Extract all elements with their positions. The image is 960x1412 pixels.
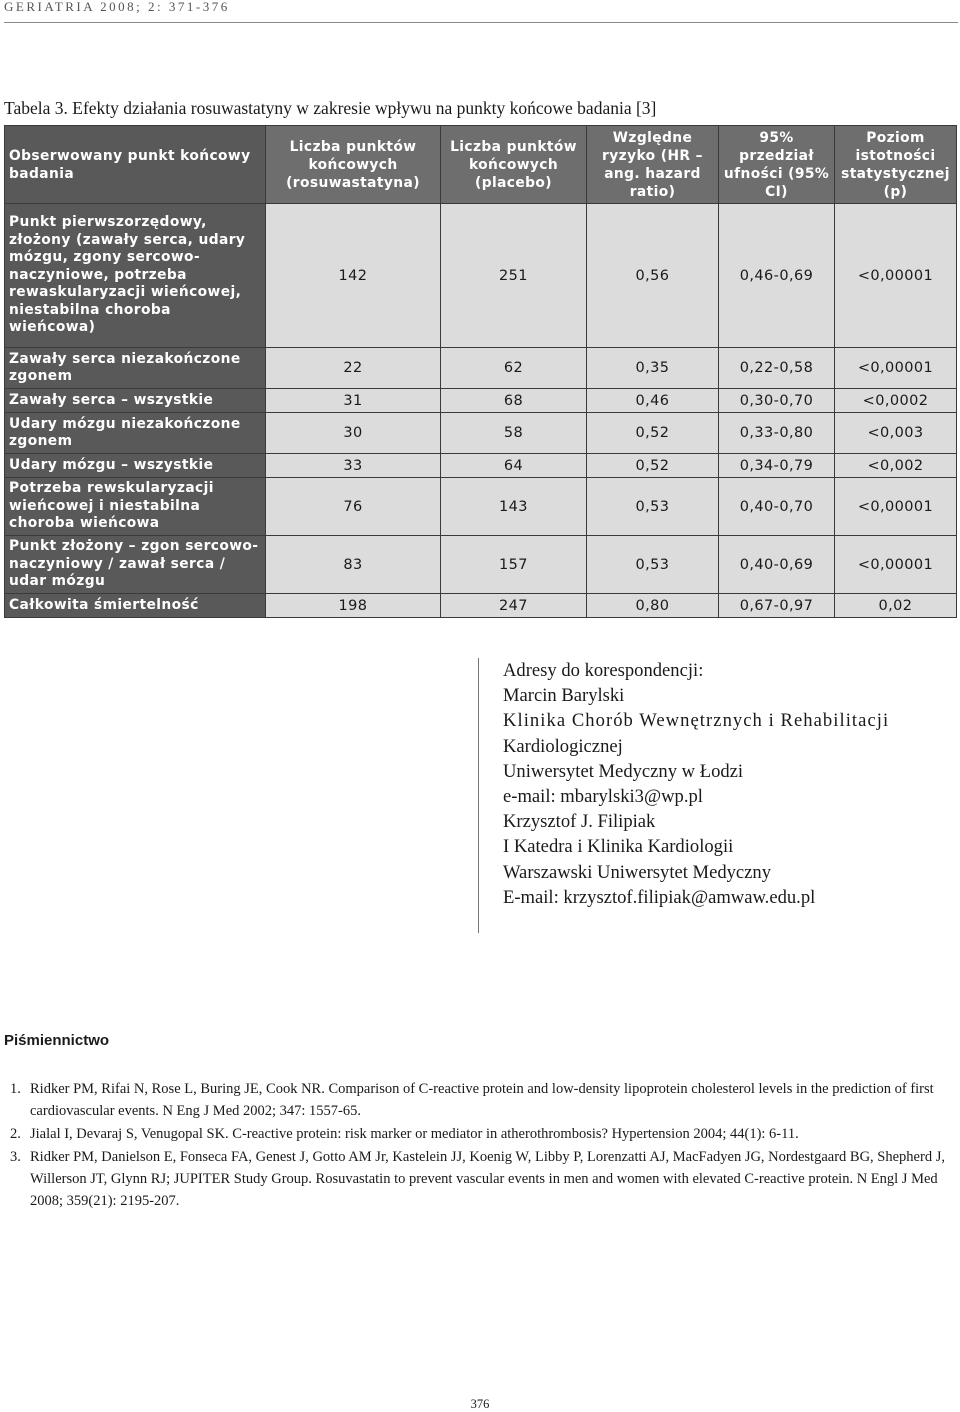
email-line: E-mail: krzysztof.filipiak@amwaw.edu.pl: [503, 886, 816, 908]
table-row: [5, 348, 957, 389]
table-row: [5, 478, 957, 536]
correspondence-heading: Adresy do korespondencji:: [503, 660, 704, 681]
reference-item: [10, 1078, 956, 1122]
running-header: [4, 0, 958, 23]
table-row: [5, 454, 957, 478]
affiliation-line: Warszawski Uniwersytet Medyczny: [503, 861, 772, 883]
reference-text: Ridker PM, Danielson E, Fonseca FA, Genest J, Gotto AM Jr, Kastelein JJ, Koenig W, Libby P, Lorenzatti AJ, MacFadyen JG, Nordestgaard BG, Shepherd J, Willerson JT, Glynn RJ; JUPITER Study Group. Rosuvastatin to prevent vascular events in men and women with elevated C-reactive protein. N Engl J Med 2008; 359(21): 2195-207.: [30, 1149, 945, 1209]
cell-ci: 0,34-0,79: [719, 454, 835, 478]
author-name: Marcin Barylski: [503, 685, 625, 707]
row-label: Zawały serca niezakończone zgonem: [5, 348, 266, 389]
cell-placebo: 247: [441, 594, 587, 618]
reference-number: 1.: [10, 1081, 21, 1097]
col-header-endpoint: Obserwowany punkt końcowy badania: [5, 126, 266, 204]
affiliation-line: Uniwersytet Medyczny w Łodzi: [503, 760, 744, 782]
reference-number: 2.: [10, 1126, 21, 1142]
running-head-text: GERIATRIA 2008; 2: 371-376: [4, 0, 230, 14]
cell-p: <0,002: [835, 454, 957, 478]
cell-placebo: 62: [441, 348, 587, 389]
email-line: e-mail: mbarylski3@wp.pl: [503, 786, 703, 808]
cell-p: <0,00001: [835, 204, 957, 348]
cell-placebo: 58: [441, 413, 587, 454]
cell-ci: 0,22-0,58: [719, 348, 835, 389]
cell-rosuvastatin: 30: [266, 413, 441, 454]
cell-ci: 0,46-0,69: [719, 204, 835, 348]
cell-rosuvastatin: 142: [266, 204, 441, 348]
cell-placebo: 143: [441, 478, 587, 536]
table-row: [5, 413, 957, 454]
correspondence-block: [478, 658, 889, 933]
reference-item: [10, 1123, 956, 1145]
cell-p: <0,00001: [835, 478, 957, 536]
cell-hr: 0,53: [587, 478, 719, 536]
row-label: Udary mózgu – wszystkie: [5, 454, 266, 478]
results-table: [4, 125, 957, 618]
cell-ci: 0,40-0,69: [719, 536, 835, 594]
col-header-placebo: Liczba punktów końcowych (placebo): [441, 126, 587, 204]
table-caption: Tabela 3. Efekty działania rosuwastatyny w zakresie wpływu na punkty końcowe badania [3]: [4, 98, 657, 118]
cell-rosuvastatin: 33: [266, 454, 441, 478]
cell-ci: 0,30-0,70: [719, 389, 835, 413]
col-header-hr: Względne ryzyko (HR – ang. hazard ratio): [587, 126, 719, 204]
table-header-row: [5, 126, 957, 204]
cell-ci: 0,33-0,80: [719, 413, 835, 454]
cell-ci: 0,40-0,70: [719, 478, 835, 536]
cell-hr: 0,46: [587, 389, 719, 413]
references-heading: Piśmiennictwo: [4, 1032, 110, 1049]
cell-hr: 0,80: [587, 594, 719, 618]
table-row: [5, 204, 957, 348]
reference-number: 3.: [10, 1149, 21, 1165]
cell-p: <0,003: [835, 413, 957, 454]
cell-rosuvastatin: 76: [266, 478, 441, 536]
references-list: [10, 1078, 956, 1213]
cell-placebo: 64: [441, 454, 587, 478]
col-header-p: Poziom istotności statystycznej (p): [835, 126, 957, 204]
cell-placebo: 157: [441, 536, 587, 594]
table-row: [5, 389, 957, 413]
cell-rosuvastatin: 31: [266, 389, 441, 413]
cell-rosuvastatin: 22: [266, 348, 441, 389]
row-label: Całkowita śmiertelność: [5, 594, 266, 618]
cell-ci: 0,67-0,97: [719, 594, 835, 618]
affiliation-line: I Katedra i Klinika Kardiologii: [503, 836, 734, 858]
reference-text: Jialal I, Devaraj S, Venugopal SK. C-reactive protein: risk marker or mediator in atherothrombosis? Hypertension 2004; 44(1): 6-11.: [30, 1126, 799, 1142]
reference-item: [10, 1146, 956, 1212]
table-row: [5, 536, 957, 594]
row-label: Zawały serca – wszystkie: [5, 389, 266, 413]
cell-hr: 0,52: [587, 454, 719, 478]
cell-placebo: 251: [441, 204, 587, 348]
cell-rosuvastatin: 83: [266, 536, 441, 594]
cell-placebo: 68: [441, 389, 587, 413]
author-name: Krzysztof J. Filipiak: [503, 811, 656, 833]
row-label: Punkt pierwszorzędowy, złożony (zawały serca, udary mózgu, zgony sercowo-naczyniowe, potrzeba rewaskularyzacji wieńcowej, niestabilna choroba wieńcowa): [5, 204, 266, 348]
table-row: [5, 594, 957, 618]
page-number: 376: [470, 1397, 490, 1411]
reference-text: Ridker PM, Rifai N, Rose L, Buring JE, Cook NR. Comparison of C-reactive protein and low-density lipoprotein cholesterol levels in the prediction of first cardiovascular events. N Eng J Med 2002; 347: 1557-65.: [30, 1081, 934, 1119]
row-label: Udary mózgu niezakończone zgonem: [5, 413, 266, 454]
col-header-ci: 95% przedział ufności (95% CI): [719, 126, 835, 204]
affiliation-line: Kardiologicznej: [503, 735, 623, 757]
affiliation-line: Klinika Chorób Wewnętrznych i Rehabilitacji: [503, 710, 890, 732]
cell-hr: 0,56: [587, 204, 719, 348]
cell-hr: 0,53: [587, 536, 719, 594]
cell-p: <0,00001: [835, 536, 957, 594]
cell-p: <0,00001: [835, 348, 957, 389]
cell-rosuvastatin: 198: [266, 594, 441, 618]
row-label: Potrzeba rewskularyzacji wieńcowej i niestabilna choroba wieńcowa: [5, 478, 266, 536]
col-header-rosuvastatin: Liczba punktów końcowych (rosuwastatyna): [266, 126, 441, 204]
cell-hr: 0,52: [587, 413, 719, 454]
cell-hr: 0,35: [587, 348, 719, 389]
cell-p: 0,02: [835, 594, 957, 618]
cell-p: <0,0002: [835, 389, 957, 413]
row-label: Punkt złożony – zgon sercowo-naczyniowy / zawał serca / udar mózgu: [5, 536, 266, 594]
